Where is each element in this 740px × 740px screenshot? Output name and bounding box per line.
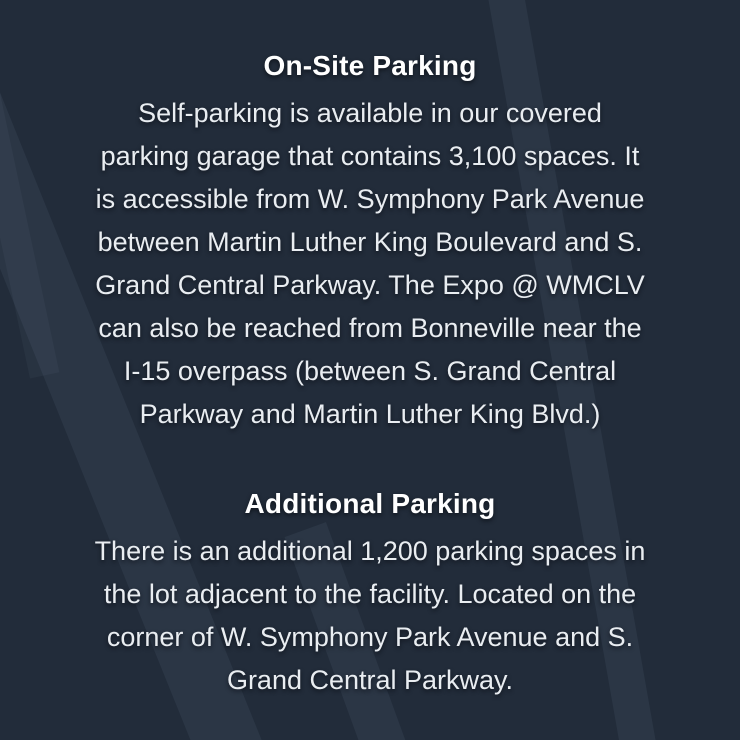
- additional-parking-section: [44, 486, 696, 702]
- on-site-parking-heading: On-Site Parking: [263, 50, 477, 81]
- additional-parking-body: There is an additional 1,200 parking spaces in the lot adjacent to the facility. Located on the corner of W. Symphony Park Avenue and S. Grand Central Parkway.: [94, 536, 646, 695]
- on-site-parking-section: [44, 48, 696, 436]
- on-site-parking-body: Self-parking is available in our covered parking garage that contains 3,100 spaces. It is accessible from W. Symphony Park Avenue between Martin Luther King Boulevard and S. Grand Central Parkway. The Expo @ WMCLV can also be reached from Bonneville near the I-15 overpass (between S. Grand Central Parkway and Martin Luther King Blvd.): [95, 98, 645, 429]
- additional-parking-heading: Additional Parking: [244, 488, 496, 519]
